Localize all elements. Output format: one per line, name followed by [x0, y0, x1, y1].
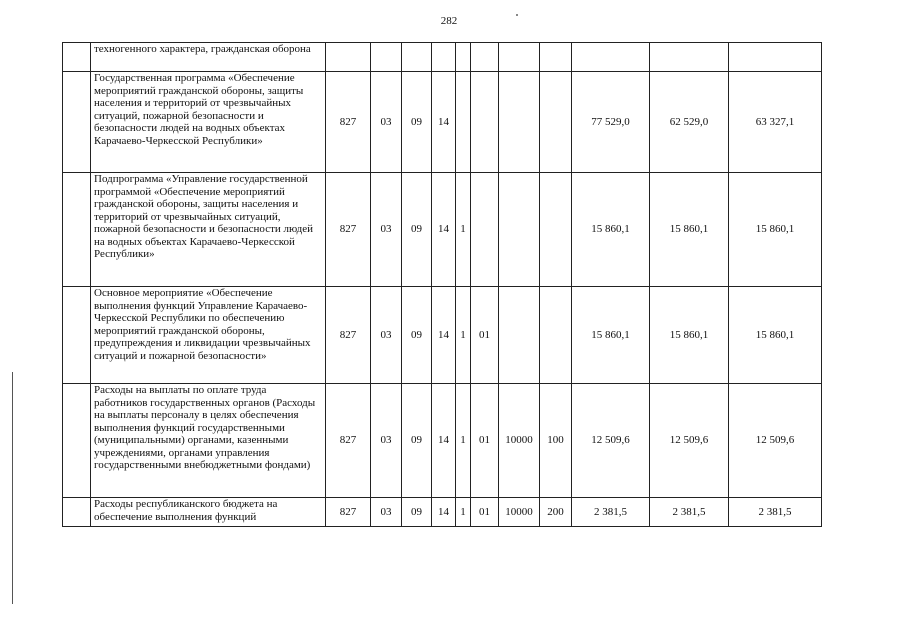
subsection-code-cell: 09 [402, 173, 432, 287]
amount-year-1-cell: 15 860,1 [572, 173, 650, 287]
row-number-cell [63, 384, 91, 498]
program-code-cell: 14 [432, 287, 456, 384]
subprogram-code-cell [456, 72, 471, 173]
event-code-cell [471, 43, 499, 72]
amount-year-3-cell [729, 43, 822, 72]
ministry-code-cell: 827 [326, 287, 371, 384]
direction-code-cell: 10000 [499, 384, 540, 498]
amount-year-2-cell: 15 860,1 [650, 173, 729, 287]
subprogram-code-cell [456, 43, 471, 72]
event-code-cell: 01 [471, 498, 499, 527]
scan-edge-line [12, 372, 13, 604]
page-number: 282 [440, 15, 458, 27]
section-code-cell: 03 [371, 72, 402, 173]
section-code-cell: 03 [371, 173, 402, 287]
amount-year-2-cell [650, 43, 729, 72]
row-number-cell [63, 173, 91, 287]
amount-year-3-cell: 63 327,1 [729, 72, 822, 173]
row-number-cell [63, 72, 91, 173]
amount-year-2-cell: 2 381,5 [650, 498, 729, 527]
row-description: Расходы на выплаты по оплате труда работников государственных органов (Расходы на выплаты персоналу в целях обеспечения выполнения функций государственными (муниципальными) органами, казенными учреждениями, органами управления государственными внебюджетными фондами) [91, 384, 326, 498]
direction-code-cell [499, 173, 540, 287]
table-row [63, 287, 822, 384]
section-code-cell [371, 43, 402, 72]
section-code-cell: 03 [371, 287, 402, 384]
table-row [63, 498, 822, 527]
amount-year-2-cell: 15 860,1 [650, 287, 729, 384]
amount-year-3-cell: 15 860,1 [729, 287, 822, 384]
direction-code-cell [499, 43, 540, 72]
amount-year-1-cell: 15 860,1 [572, 287, 650, 384]
amount-year-1-cell: 12 509,6 [572, 384, 650, 498]
row-description: Расходы республиканского бюджета на обеспечение выполнения функций [91, 498, 326, 527]
subprogram-code-cell: 1 [456, 287, 471, 384]
subsection-code-cell: 09 [402, 287, 432, 384]
event-code-cell [471, 173, 499, 287]
direction-code-cell: 10000 [499, 498, 540, 527]
row-number-cell [63, 287, 91, 384]
expense-type-code-cell [540, 287, 572, 384]
subprogram-code-cell: 1 [456, 384, 471, 498]
amount-year-1-cell [572, 43, 650, 72]
row-description: Государственная программа «Обеспечение мероприятий гражданской обороны, защиты населения и территорий от чрезвычайных ситуаций, пожарной безопасности и безопасности людей на водных объектах Карачаево-Черкесской Республики» [91, 72, 326, 173]
program-code-cell: 14 [432, 173, 456, 287]
ministry-code-cell [326, 43, 371, 72]
table-row [63, 72, 822, 173]
amount-year-1-cell: 77 529,0 [572, 72, 650, 173]
row-description: Подпрограмма «Управление государственной программой «Обеспечение мероприятий гражданской обороны, защиты населения и территорий от чрезвычайных ситуаций, пожарной безопасности и безопасности людей на водных объектах Карачаево-Черкесской Республики» [91, 173, 326, 287]
row-number-cell [63, 498, 91, 527]
event-code-cell: 01 [471, 287, 499, 384]
row-description: Основное мероприятие «Обеспечение выполнения функций Управление Карачаево-Черкесской Республики по обеспечению мероприятий гражданской обороны, предупреждения и ликвидации чрезвычайных ситуаций и пожарной безопасности» [91, 287, 326, 384]
amount-year-3-cell: 12 509,6 [729, 384, 822, 498]
amount-year-1-cell: 2 381,5 [572, 498, 650, 527]
subsection-code-cell [402, 43, 432, 72]
table-row [63, 43, 822, 72]
amount-year-2-cell: 62 529,0 [650, 72, 729, 173]
amount-year-2-cell: 12 509,6 [650, 384, 729, 498]
event-code-cell: 01 [471, 384, 499, 498]
program-code-cell: 14 [432, 72, 456, 173]
amount-year-3-cell: 2 381,5 [729, 498, 822, 527]
subprogram-code-cell: 1 [456, 173, 471, 287]
expense-type-code-cell [540, 173, 572, 287]
row-description: техногенного характера, гражданская оборона [91, 43, 326, 72]
table-row [63, 173, 822, 287]
program-code-cell: 14 [432, 498, 456, 527]
expense-type-code-cell: 200 [540, 498, 572, 527]
ministry-code-cell: 827 [326, 72, 371, 173]
direction-code-cell [499, 72, 540, 173]
direction-code-cell [499, 287, 540, 384]
expense-type-code-cell: 100 [540, 384, 572, 498]
expense-type-code-cell [540, 72, 572, 173]
ministry-code-cell: 827 [326, 384, 371, 498]
row-number-cell [63, 43, 91, 72]
subprogram-code-cell: 1 [456, 498, 471, 527]
program-code-cell [432, 43, 456, 72]
program-code-cell: 14 [432, 384, 456, 498]
subsection-code-cell: 09 [402, 384, 432, 498]
ministry-code-cell: 827 [326, 498, 371, 527]
ministry-code-cell: 827 [326, 173, 371, 287]
expense-type-code-cell [540, 43, 572, 72]
section-code-cell: 03 [371, 498, 402, 527]
subsection-code-cell: 09 [402, 72, 432, 173]
section-code-cell: 03 [371, 384, 402, 498]
subsection-code-cell: 09 [402, 498, 432, 527]
amount-year-3-cell: 15 860,1 [729, 173, 822, 287]
budget-table [62, 42, 822, 527]
event-code-cell [471, 72, 499, 173]
scan-speck [516, 14, 518, 16]
table-row [63, 384, 822, 498]
